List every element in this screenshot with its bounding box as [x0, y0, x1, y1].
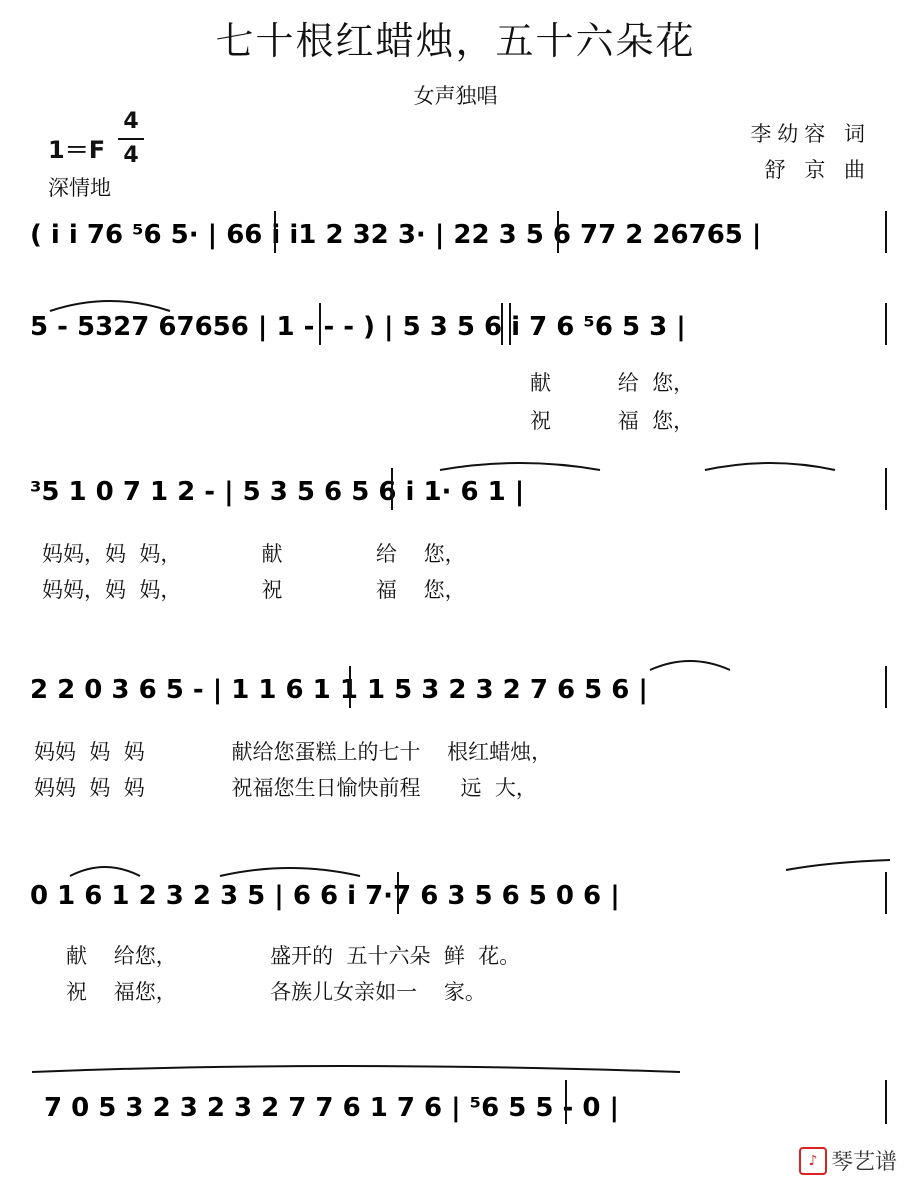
notation-text: ³5 1 0 7 1 2 - | 5 3 5 6 5 6 i 1· 6 1 |: [30, 477, 525, 507]
tempo-marking: 深情地: [48, 176, 111, 200]
lyric-line-1: 献 给 您，: [530, 371, 695, 395]
lyric-line-2: 妈妈 妈 妈 祝福您生日愉快前程 远 大，: [34, 776, 537, 800]
time-signature: [118, 108, 144, 170]
notation-line: [30, 205, 890, 251]
composer: 舒 京 曲: [764, 158, 871, 182]
lyric-line-1: 献 给您， 盛开的 五十六朵 鲜 花。: [66, 944, 521, 968]
lyric-line-2: 祝 福您， 各族儿女亲如一 家。: [66, 980, 486, 1004]
credits: [750, 116, 871, 188]
watermark-logo: [799, 1145, 897, 1176]
lyric-line-2: 祝 福 您，: [530, 409, 695, 433]
song-subtitle: 女声独唱: [413, 84, 498, 108]
notation-text: ( i i 76 ⁵6 5· | 66 i i1 2 32 3· | 22 3 5 6 77 2 26765 |: [30, 220, 762, 250]
notation-text: 2 2 0 3 6 5 - | 1 1 6 1 1 1 5 3 2 3 2 7 6 5 6 |: [30, 675, 648, 705]
music-logo-icon: ♪: [799, 1147, 827, 1175]
time-signature-bottom: 4: [123, 143, 139, 168]
lyric-line-1: 妈妈 妈 妈 献给您蛋糕上的七十 根红蜡烛，: [34, 740, 553, 764]
notation-line: [30, 462, 890, 508]
notation-text: 0 1 6 1 2 3 2 3 5 | 6 6 i 7·7 6 3 5 6 5 0 6 |: [30, 881, 620, 911]
notation-text: 5 - 5327 67656 | 1 - - - ) | 5 3 5 6 i 7 6 ⁵6 5 3 |: [30, 312, 686, 342]
key-signature: 1＝F: [48, 136, 106, 164]
notation-line: [30, 1066, 890, 1123]
notation-line: [30, 660, 890, 706]
watermark-text: 琴艺谱: [830, 1150, 897, 1175]
notation-line: [30, 297, 890, 343]
lyric-line-2: 妈妈，妈 妈， 祝 福 您，: [42, 578, 466, 602]
notation-line: [30, 866, 890, 912]
lyricist: 李幼容 词: [750, 122, 871, 146]
notation-text: 7 0 5 3 2 3 2 3 2 7 7 6 1 7 6 | ⁵6 5 5 - 0 |: [44, 1093, 619, 1123]
lyric-line-1: 妈妈，妈 妈， 献 给 您，: [42, 542, 466, 566]
time-signature-top: 4: [123, 109, 139, 134]
song-title: 七十根红蜡烛，五十六朵花: [215, 19, 696, 63]
